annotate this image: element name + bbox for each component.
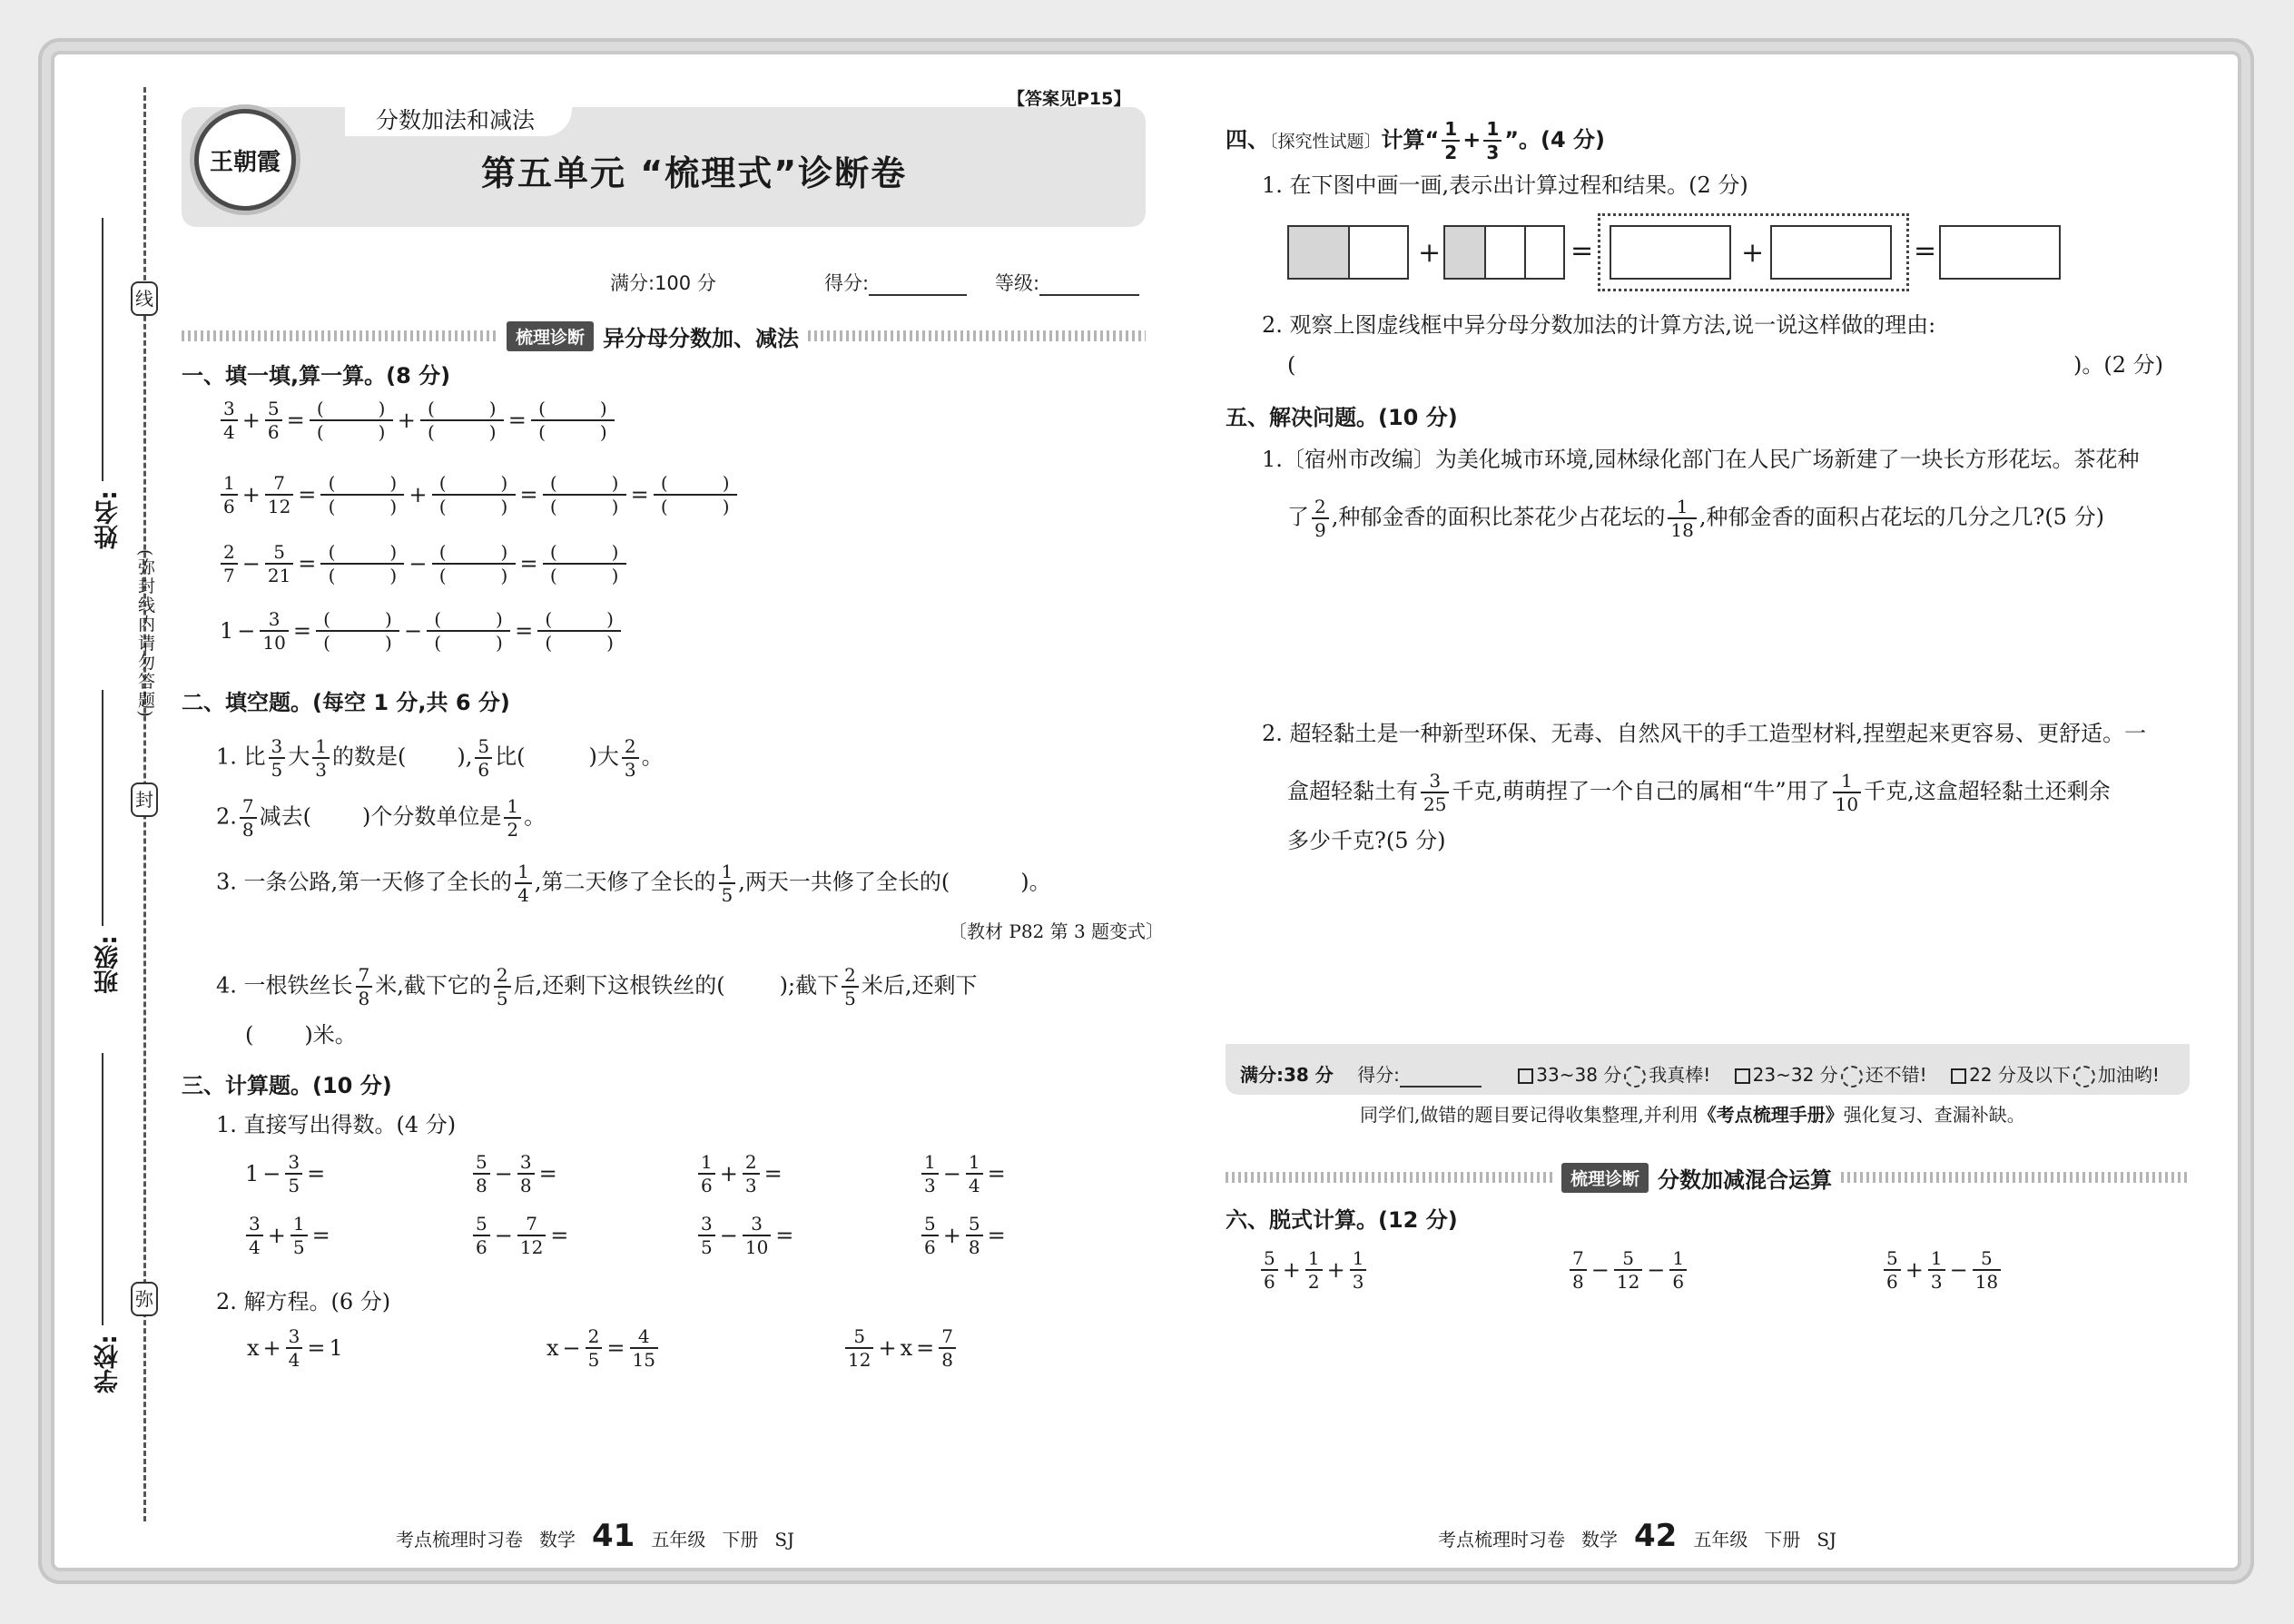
text: 加油哟! bbox=[2097, 1064, 2160, 1086]
operator: = bbox=[987, 1161, 1006, 1186]
footer-grade: 五年级 bbox=[651, 1529, 706, 1550]
oral-calc-item bbox=[243, 1215, 332, 1256]
blank-fraction[interactable]: $\frac{( )}{( )}$ bbox=[316, 610, 399, 652]
q5-heading: 五、解决问题。(10 分) bbox=[1226, 405, 1458, 430]
operator: − bbox=[494, 1223, 513, 1248]
fraction: $\frac{1}{18}$ bbox=[1668, 497, 1696, 539]
fraction: $\frac{5}{6}$ bbox=[473, 1215, 490, 1256]
page-number: 41 bbox=[592, 1518, 635, 1554]
fraction: $\frac{5}{6}$ bbox=[265, 399, 282, 441]
q5-item-2-end: 多少千克?(5 分) bbox=[1287, 828, 1446, 853]
footer-edition: SJ bbox=[774, 1529, 795, 1550]
fraction: $\frac{2}{9}$ bbox=[1312, 497, 1329, 539]
text: )大 bbox=[588, 743, 619, 770]
q5-item-1 bbox=[1262, 448, 2140, 470]
page-footer-left bbox=[396, 1518, 794, 1554]
binding-mark-mi: 弥 bbox=[131, 1282, 158, 1316]
operator: = bbox=[606, 1335, 625, 1361]
operator: x bbox=[546, 1335, 559, 1361]
section-title: 异分母分数加、减法 bbox=[603, 325, 800, 351]
q5-item-1-cont bbox=[1287, 497, 2104, 539]
text: 4. 一根铁丝长 bbox=[216, 972, 353, 999]
q6-expression bbox=[1258, 1249, 1369, 1291]
fraction: $\frac{7}{8}$ bbox=[939, 1327, 956, 1369]
text: 1.〔宿州市改编〕 bbox=[1262, 447, 1435, 472]
section-tag: 梳理诊断 bbox=[1561, 1163, 1649, 1193]
q1-row bbox=[218, 474, 740, 516]
fraction: $\frac{1}{6}$ bbox=[221, 474, 238, 516]
score-field[interactable] bbox=[824, 269, 967, 296]
q2-item-4 bbox=[216, 966, 977, 1008]
operator: + bbox=[267, 1223, 286, 1248]
fraction: $\frac{3}{5}$ bbox=[698, 1215, 715, 1256]
oral-calc-item bbox=[470, 1153, 559, 1195]
operator: − bbox=[1949, 1257, 1968, 1283]
fraction: $\frac{1}{5}$ bbox=[290, 1215, 308, 1256]
equation-item bbox=[545, 1327, 661, 1369]
footer-book: 考点梳理时习卷 bbox=[1438, 1529, 1565, 1550]
blank-fraction[interactable]: $\frac{( )}{( )}$ bbox=[427, 610, 510, 652]
fraction: $\frac{3}{4}$ bbox=[246, 1215, 263, 1256]
text: 22 分及以下 bbox=[1969, 1064, 2071, 1086]
operator: − bbox=[562, 1335, 581, 1361]
operator: + bbox=[1326, 1257, 1345, 1283]
binding-mark-xian: 线 bbox=[131, 281, 158, 316]
text: 3. 一条公路,第一天修了全长的 bbox=[216, 869, 513, 895]
operator: − bbox=[409, 551, 428, 576]
q1-row bbox=[218, 399, 617, 441]
blank-fraction[interactable]: $\frac{( )}{( )}$ bbox=[432, 543, 516, 585]
fraction: $\frac{4}{15}$ bbox=[630, 1327, 658, 1369]
plus-sign: + bbox=[1418, 237, 1442, 269]
fraction: $\frac{3}{8}$ bbox=[517, 1153, 535, 1195]
operator: x bbox=[247, 1335, 260, 1361]
fraction: $\frac{2}{7}$ bbox=[221, 543, 238, 585]
text: 2. bbox=[216, 803, 237, 830]
textbook-reference: 〔教材 P82 第 3 题变式〕 bbox=[949, 920, 1165, 942]
oral-calc-item bbox=[695, 1153, 784, 1195]
class-field[interactable] bbox=[102, 690, 103, 926]
q2-item-4-cont bbox=[245, 1024, 357, 1046]
binding-mark-feng: 封 bbox=[131, 782, 158, 817]
footer-edition: SJ bbox=[1816, 1529, 1837, 1550]
fraction: $\frac{3}{5}$ bbox=[269, 737, 286, 779]
text: 减去( bbox=[259, 803, 312, 830]
footer-volume: 下册 bbox=[722, 1529, 759, 1550]
operator: − bbox=[237, 618, 256, 644]
operator: = bbox=[519, 551, 538, 576]
operator: 1 bbox=[245, 1161, 260, 1186]
q6-expression bbox=[1567, 1249, 1689, 1291]
fraction: $\frac{1}{6}$ bbox=[1669, 1249, 1687, 1291]
operator: + bbox=[878, 1335, 897, 1361]
text: 为美化城市环境,园林绿化部门在人民广场新建了一块长方形花坛。茶花种 bbox=[1434, 447, 2140, 472]
operator: − bbox=[241, 551, 261, 576]
text: )。 bbox=[1020, 869, 1051, 895]
text: 米后,还剩下 bbox=[861, 972, 978, 999]
text: 我真棒! bbox=[1649, 1064, 1711, 1086]
operator: = bbox=[630, 482, 649, 507]
section-tag: 梳理诊断 bbox=[507, 321, 594, 351]
text: 1. 比 bbox=[216, 743, 266, 770]
fraction: $\frac{5}{21}$ bbox=[265, 543, 293, 585]
operator: − bbox=[1590, 1257, 1610, 1283]
q1-row bbox=[218, 543, 629, 585]
fraction: $\frac{1}{10}$ bbox=[1833, 772, 1861, 813]
logo-text: 王朝霞 bbox=[209, 148, 281, 176]
score-label: 得分: bbox=[824, 272, 870, 294]
text: 大 bbox=[288, 743, 310, 770]
operator: − bbox=[403, 618, 423, 644]
blank-fraction[interactable]: $\frac{( )}{( )}$ bbox=[543, 474, 626, 516]
operator: x bbox=[900, 1335, 913, 1361]
operator: = bbox=[311, 1223, 330, 1248]
footer-subject: 数学 bbox=[1581, 1529, 1618, 1550]
fraction: $\frac{1}{3}$ bbox=[1928, 1249, 1945, 1291]
fraction: $\frac{3}{25}$ bbox=[1421, 772, 1449, 813]
section-band-2 bbox=[1226, 1164, 2190, 1191]
answer-reference: 【答案见P15】 bbox=[1008, 89, 1131, 109]
fraction: $\frac{1}{2}$ bbox=[1305, 1249, 1323, 1291]
text: 四、 bbox=[1226, 127, 1269, 153]
grade-label: 等级: bbox=[995, 272, 1040, 294]
text: ,种郁金香的面积占花坛的几分之几?(5 分) bbox=[1698, 504, 2104, 530]
page-number: 42 bbox=[1634, 1518, 1678, 1554]
blank-fraction[interactable]: $\frac{( )}{( )}$ bbox=[543, 543, 626, 585]
footer-volume: 下册 bbox=[1764, 1529, 1801, 1550]
q5-item-2: 2. 超轻黏土是一种新型环保、无毒、自然风干的手工造型材料,捏塑起来更容易、更舒适。一 bbox=[1262, 721, 2147, 746]
text: 还不错! bbox=[1865, 1064, 1927, 1086]
fraction: $\frac{1}{3}$ bbox=[1483, 120, 1501, 162]
box-one-half[interactable] bbox=[1287, 225, 1409, 280]
smile-face-icon bbox=[1624, 1066, 1646, 1088]
blank-fraction[interactable]: $\frac{( )}{( )}$ bbox=[320, 543, 404, 585]
operator: − bbox=[719, 1223, 738, 1248]
fraction: $\frac{7}{8}$ bbox=[240, 797, 257, 839]
text: 后,还剩下这根铁丝的( bbox=[513, 972, 725, 999]
operator: + bbox=[409, 482, 428, 507]
text: ,种郁金香的面积比茶花少占花坛的 bbox=[1331, 504, 1666, 530]
fraction: $\frac{1}{6}$ bbox=[698, 1153, 715, 1195]
brand-logo bbox=[194, 109, 296, 211]
equation-item bbox=[842, 1327, 959, 1369]
q3-heading: 三、计算题。(10 分) bbox=[182, 1073, 392, 1098]
equals-sign: = bbox=[1570, 235, 1594, 267]
seal-note: (弥封线内请勿答题) bbox=[135, 549, 155, 719]
operator: + bbox=[241, 408, 261, 433]
fraction: $\frac{5}{6}$ bbox=[1261, 1249, 1278, 1291]
fraction: $\frac{3}{5}$ bbox=[285, 1153, 302, 1195]
fraction: $\frac{5}{12}$ bbox=[1614, 1249, 1642, 1291]
operator: + bbox=[262, 1335, 281, 1361]
q5-item-2-cont bbox=[1287, 772, 2111, 813]
fraction: $\frac{3}{10}$ bbox=[743, 1215, 771, 1256]
text: );截下 bbox=[779, 972, 840, 999]
operator: + bbox=[241, 482, 261, 507]
operator: = bbox=[515, 618, 534, 644]
q4-part-2: 2. 观察上图虚线框中异分母分数加法的计算方法,说一说这样做的理由: bbox=[1262, 312, 1936, 338]
fraction: $\frac{1}{3}$ bbox=[921, 1153, 939, 1195]
operator: − bbox=[262, 1161, 281, 1186]
operator: + bbox=[397, 408, 416, 433]
fraction: $\frac{7}{8}$ bbox=[1570, 1249, 1587, 1291]
text: ( bbox=[245, 1022, 254, 1048]
operator: = bbox=[775, 1223, 794, 1248]
q4-tag: 〔探究性试题〕 bbox=[1269, 132, 1382, 152]
oral-calc-item bbox=[919, 1153, 1008, 1195]
footer-grade: 五年级 bbox=[1693, 1529, 1748, 1550]
footer-subject: 数学 bbox=[539, 1529, 576, 1550]
operator: = bbox=[286, 408, 305, 433]
box-one-third[interactable] bbox=[1443, 225, 1565, 280]
operator: = bbox=[519, 482, 538, 507]
fraction: $\frac{3}{4}$ bbox=[286, 1327, 303, 1369]
operator: + bbox=[1282, 1257, 1301, 1283]
q2-item-1 bbox=[216, 737, 664, 779]
fraction: $\frac{1}{2}$ bbox=[504, 797, 521, 839]
oral-calc-item bbox=[243, 1153, 327, 1195]
q4-part-1: 1. 在下图中画一画,表示出计算过程和结果。(2 分) bbox=[1262, 172, 1748, 198]
checkbox-22-below[interactable] bbox=[1951, 1068, 1966, 1084]
operator: − bbox=[1647, 1257, 1666, 1283]
q1-row bbox=[218, 610, 624, 652]
operator: = bbox=[298, 482, 317, 507]
blank-fraction[interactable]: $\frac{( )}{( )}$ bbox=[654, 474, 737, 516]
plus-sign: + bbox=[1741, 237, 1765, 269]
text: 《考点梳理手册》 bbox=[1698, 1104, 1844, 1126]
fraction: $\frac{1}{4}$ bbox=[515, 862, 532, 904]
grade-field[interactable] bbox=[995, 269, 1139, 296]
subject-label: 分数加法和减法 bbox=[376, 107, 536, 133]
text: 23~32 分 bbox=[1752, 1064, 1838, 1086]
equals-sign: = bbox=[1914, 235, 1937, 267]
fraction: $\frac{1}{3}$ bbox=[1350, 1249, 1367, 1291]
q3-part-1: 1. 直接写出得数。(4 分) bbox=[216, 1112, 457, 1137]
operator: + bbox=[1905, 1257, 1924, 1283]
text: )米。 bbox=[304, 1022, 357, 1048]
operator: = bbox=[298, 551, 317, 576]
operator: = bbox=[307, 1335, 326, 1361]
blank-fraction[interactable]: $\frac{( )}{( )}$ bbox=[537, 610, 621, 652]
fraction: $\frac{1}{2}$ bbox=[1442, 120, 1460, 162]
text: 千克,这盒超轻黏土还剩余 bbox=[1864, 778, 2111, 804]
fraction: $\frac{5}{12}$ bbox=[845, 1327, 873, 1369]
operator: = bbox=[307, 1161, 326, 1186]
text: 米,截下它的 bbox=[375, 972, 491, 999]
operator: 1 bbox=[329, 1335, 343, 1361]
operator: = bbox=[550, 1223, 569, 1248]
text: 。 bbox=[641, 743, 664, 770]
text: 比( bbox=[495, 743, 526, 770]
q1-heading: 一、填一填,算一算。(8 分) bbox=[182, 363, 451, 389]
equation-item bbox=[245, 1327, 345, 1369]
fraction: $\frac{2}{5}$ bbox=[842, 966, 859, 1008]
text: 强化复习、查漏补缺。 bbox=[1843, 1104, 2025, 1126]
page-footer-right bbox=[1438, 1518, 1836, 1554]
checkbox-23-32[interactable] bbox=[1735, 1068, 1750, 1084]
text: ”。(4 分) bbox=[1504, 127, 1606, 153]
review-reminder bbox=[1360, 1106, 2025, 1124]
q6-expression bbox=[1881, 1249, 2004, 1291]
blank-fraction[interactable]: $\frac{( )}{( )}$ bbox=[320, 474, 404, 516]
answer-box-2[interactable] bbox=[1770, 225, 1892, 280]
text: 33~38 分 bbox=[1536, 1064, 1622, 1086]
operator: − bbox=[942, 1161, 961, 1186]
eval-score-label: 得分: bbox=[1357, 1064, 1400, 1086]
fraction: $\frac{2}{5}$ bbox=[586, 1327, 603, 1369]
footer-book: 考点梳理时习卷 bbox=[396, 1529, 523, 1550]
section-title: 分数加减混合运算 bbox=[1658, 1166, 1833, 1193]
operator: + bbox=[942, 1223, 961, 1248]
answer-box-3[interactable] bbox=[1939, 225, 2061, 280]
q4-part-2-close: )。(2 分) bbox=[2073, 352, 2163, 378]
cheer-face-icon bbox=[2073, 1066, 2095, 1088]
fraction: $\frac{7}{12}$ bbox=[517, 1215, 546, 1256]
oral-calc-item bbox=[470, 1215, 570, 1256]
eval-score-field[interactable] bbox=[1400, 1071, 1482, 1088]
fraction: $\frac{5}{18}$ bbox=[1973, 1249, 2001, 1291]
q4-heading: 四、〔探究性试题〕计算“ $\frac{1}{2}$ + $\frac{1}{3}$ ”。(4 分) bbox=[1226, 118, 1606, 163]
text: 了 bbox=[1287, 504, 1309, 530]
name-label: 姓名: bbox=[94, 490, 123, 549]
operator: = bbox=[538, 1161, 557, 1186]
page-title: 第五单元 “梳理式”诊断卷 bbox=[481, 153, 908, 193]
self-evaluation-bar bbox=[1226, 1044, 2190, 1095]
q2-item-3 bbox=[216, 862, 1051, 904]
q2-heading: 二、填空题。(每空 1 分,共 6 分) bbox=[182, 690, 510, 715]
name-field[interactable] bbox=[102, 218, 103, 481]
q2-item-2 bbox=[216, 797, 546, 839]
operator: − bbox=[494, 1161, 513, 1186]
text: 的数是( bbox=[332, 743, 407, 770]
text: )个分数单位是 bbox=[362, 803, 502, 830]
full-score: 满分:100 分 bbox=[610, 272, 716, 294]
fraction: $\frac{5}{6}$ bbox=[475, 737, 492, 779]
neutral-face-icon bbox=[1841, 1066, 1863, 1088]
fraction: $\frac{7}{8}$ bbox=[356, 966, 373, 1008]
eval-full-score: 满分:38 分 bbox=[1240, 1064, 1334, 1086]
q3-part-2: 2. 解方程。(6 分) bbox=[216, 1289, 391, 1314]
operator: = bbox=[507, 408, 527, 433]
fraction: $\frac{3}{10}$ bbox=[260, 610, 288, 652]
class-label: 班级: bbox=[94, 935, 123, 994]
text: 同学们,做错的题目要记得收集整理,并利用 bbox=[1360, 1104, 1698, 1126]
text: 。 bbox=[524, 803, 546, 830]
fraction: $\frac{5}{8}$ bbox=[473, 1153, 490, 1195]
fraction: $\frac{2}{5}$ bbox=[494, 966, 511, 1008]
school-label: 学校: bbox=[94, 1334, 123, 1393]
section-band-1 bbox=[182, 322, 1146, 349]
q4-part-2-open: ( bbox=[1287, 352, 1296, 378]
fraction: $\frac{2}{3}$ bbox=[622, 737, 639, 779]
operator: = bbox=[763, 1161, 783, 1186]
fraction: $\frac{2}{3}$ bbox=[743, 1153, 760, 1195]
fraction: $\frac{1}{4}$ bbox=[966, 1153, 983, 1195]
operator: = bbox=[292, 618, 311, 644]
fraction: $\frac{5}{6}$ bbox=[921, 1215, 939, 1256]
text: ,两天一共修了全长的( bbox=[738, 869, 950, 895]
answer-box-1[interactable] bbox=[1610, 225, 1731, 280]
checkbox-33-38[interactable] bbox=[1518, 1068, 1533, 1084]
fraction: $\frac{7}{12}$ bbox=[265, 474, 293, 516]
fraction: $\frac{1}{3}$ bbox=[312, 737, 330, 779]
blank-fraction[interactable]: $\frac{( )}{( )}$ bbox=[432, 474, 516, 516]
blank-fraction[interactable]: $\frac{( )}{( )}$ bbox=[310, 399, 393, 441]
oral-calc-item bbox=[695, 1215, 795, 1256]
operator: = bbox=[916, 1335, 935, 1361]
fraction: $\frac{5}{6}$ bbox=[1884, 1249, 1901, 1291]
fraction: $\frac{1}{5}$ bbox=[719, 862, 736, 904]
text: 盒超轻黏土有 bbox=[1287, 778, 1418, 804]
text: 计算“ bbox=[1381, 127, 1440, 153]
text: ,第二天修了全长的 bbox=[534, 869, 716, 895]
fraction: $\frac{3}{4}$ bbox=[221, 399, 238, 441]
school-field[interactable] bbox=[102, 1053, 103, 1325]
fraction: $\frac{5}{8}$ bbox=[966, 1215, 983, 1256]
blank-fraction[interactable]: $\frac{( )}{( )}$ bbox=[420, 399, 504, 441]
q6-heading: 六、脱式计算。(12 分) bbox=[1226, 1207, 1458, 1233]
text: ), bbox=[457, 743, 473, 770]
operator: + bbox=[719, 1161, 738, 1186]
operator: = bbox=[987, 1223, 1006, 1248]
text: 千克,萌萌捏了一个自己的属相“牛”用了 bbox=[1452, 778, 1830, 804]
oral-calc-item bbox=[919, 1215, 1008, 1256]
blank-fraction[interactable]: $\frac{( )}{( )}$ bbox=[531, 399, 615, 441]
operator: 1 bbox=[220, 618, 234, 644]
